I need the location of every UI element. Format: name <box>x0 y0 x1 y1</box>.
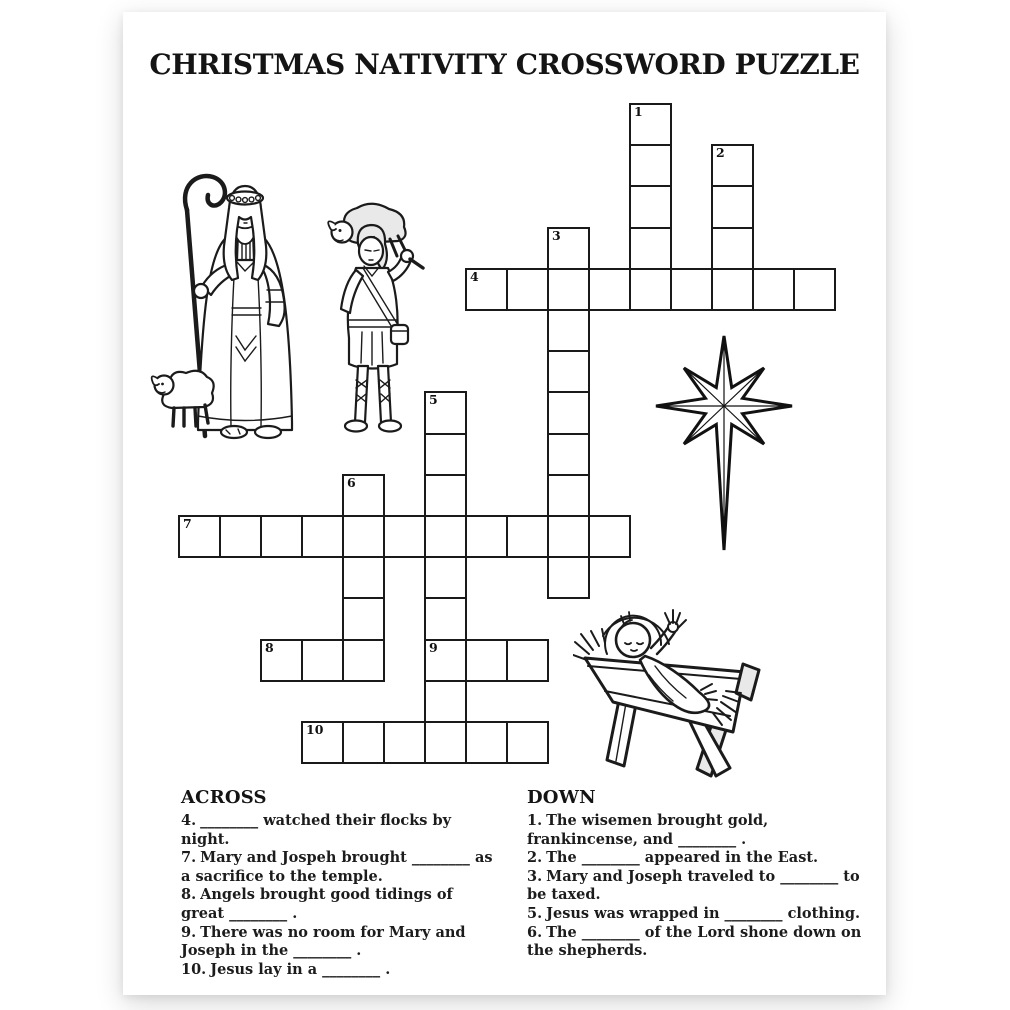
grid-cell[interactable] <box>506 515 549 558</box>
clues-down <box>527 788 863 961</box>
clue-text: ________ watched their flocks by night. <box>181 812 452 848</box>
cell-number: 3 <box>552 227 561 243</box>
grid-cell[interactable] <box>219 515 262 558</box>
cell-number: 10 <box>306 722 324 737</box>
clue-number: 3. <box>527 867 543 885</box>
grid-cell[interactable] <box>711 268 754 311</box>
grid-cell[interactable] <box>506 268 549 311</box>
grid-cell[interactable] <box>629 268 672 311</box>
grid-cell[interactable] <box>588 268 631 311</box>
grid-cell[interactable] <box>547 309 590 352</box>
grid-cell[interactable] <box>547 391 590 434</box>
grid-cell[interactable] <box>629 227 672 270</box>
clue-text: There was no room for Mary and Joseph in the ________ . <box>181 923 466 960</box>
grid-cell[interactable] <box>547 350 590 393</box>
clue-text: The wisemen brought gold, frankincense, and ________ . <box>527 812 769 848</box>
cell-number: 7 <box>183 516 192 531</box>
clue-item <box>527 905 863 924</box>
grid-cell[interactable] <box>629 185 672 228</box>
grid-cell[interactable] <box>424 680 467 723</box>
young-shepherd <box>328 204 423 432</box>
clues-across <box>181 788 499 979</box>
grid-cell[interactable] <box>506 721 549 764</box>
grid-cell[interactable] <box>793 268 836 311</box>
grid-cell[interactable] <box>424 391 467 434</box>
grid-cell[interactable] <box>670 268 713 311</box>
clue-item <box>181 849 499 886</box>
worksheet-page <box>123 12 886 995</box>
grid-cell[interactable] <box>547 474 590 517</box>
clue-number: 5. <box>527 904 543 922</box>
clue-number: 6. <box>527 923 543 941</box>
grid-cell[interactable] <box>465 515 508 558</box>
grid-cell[interactable] <box>711 185 754 228</box>
grid-cell[interactable] <box>260 515 303 558</box>
grid-cell[interactable] <box>547 227 590 270</box>
grid-cell[interactable] <box>424 597 467 640</box>
grid-cell[interactable] <box>383 721 426 764</box>
clue-item <box>527 924 863 961</box>
grid-cell[interactable] <box>465 639 508 682</box>
clue-text: Jesus was wrapped in ________ clothing. <box>546 904 861 922</box>
grid-cell[interactable] <box>342 515 385 558</box>
grid-cell[interactable] <box>301 721 344 764</box>
grid-cell[interactable] <box>342 474 385 517</box>
grid-cell[interactable] <box>424 433 467 476</box>
clue-text: Mary and Joseph traveled to ________ to be taxed. <box>527 867 860 904</box>
cell-number: 5 <box>429 392 438 408</box>
clue-number: 10. <box>181 960 207 978</box>
cell-number: 6 <box>347 474 356 490</box>
grid-cell[interactable] <box>424 639 467 682</box>
grid-cell[interactable] <box>260 639 303 682</box>
grid-cell[interactable] <box>588 515 631 558</box>
grid-cell[interactable] <box>629 144 672 187</box>
grid-cell[interactable] <box>424 556 467 599</box>
star-facet-lines <box>656 336 792 550</box>
clue-number: 2. <box>527 849 543 867</box>
clue-text: The ________ appeared in the East. <box>546 849 819 867</box>
page-title: CHRISTMAS NATIVITY CROSSWORD PUZZLE <box>149 48 860 81</box>
grid-cell[interactable] <box>301 515 344 558</box>
baby-jesus-in-manger-illustration <box>573 598 800 778</box>
star-of-bethlehem-illustration <box>653 333 795 553</box>
across-heading: ACROSS <box>181 787 267 808</box>
grid-cell[interactable] <box>711 227 754 270</box>
grid-cell[interactable] <box>547 515 590 558</box>
clue-number: 9. <box>181 923 197 941</box>
grid-cell[interactable] <box>342 639 385 682</box>
grid-cell[interactable] <box>711 144 754 187</box>
clue-item <box>181 886 499 923</box>
grid-cell[interactable] <box>342 721 385 764</box>
clue-text: The ________ of the Lord shone down on the shepherds. <box>527 923 862 960</box>
grid-cell[interactable] <box>465 721 508 764</box>
cell-number: 1 <box>634 104 643 119</box>
clue-item <box>527 849 863 868</box>
clue-item <box>181 812 499 849</box>
grid-cell[interactable] <box>424 474 467 517</box>
grid-cell[interactable] <box>178 515 221 558</box>
grid-cell[interactable] <box>547 268 590 311</box>
cell-number: 9 <box>429 639 438 655</box>
clue-text: Angels brought good tidings of great ________ . <box>181 886 453 922</box>
clue-item <box>181 961 499 980</box>
cell-number: 2 <box>716 145 725 161</box>
clue-number: 4. <box>181 812 197 829</box>
grid-cell[interactable] <box>301 639 344 682</box>
grid-cell[interactable] <box>465 268 508 311</box>
grid-cell[interactable] <box>629 103 672 146</box>
grid-cell[interactable] <box>752 268 795 311</box>
grid-cell[interactable] <box>547 556 590 599</box>
shepherds-with-lamb-illustration <box>150 168 430 446</box>
clue-item <box>181 924 499 961</box>
clue-number: 8. <box>181 886 197 904</box>
grid-cell[interactable] <box>383 515 426 558</box>
down-clue-list <box>527 812 863 961</box>
grid-cell[interactable] <box>424 721 467 764</box>
grid-cell[interactable] <box>424 515 467 558</box>
grid-cell[interactable] <box>342 597 385 640</box>
grid-cell[interactable] <box>342 556 385 599</box>
hay <box>573 629 605 660</box>
clue-number: 7. <box>181 849 197 867</box>
clue-item <box>527 812 863 849</box>
clue-text: Jesus lay in a ________ . <box>210 960 391 978</box>
clue-number: 1. <box>527 812 543 829</box>
grid-cell[interactable] <box>547 433 590 476</box>
clue-item <box>527 868 863 905</box>
clue-text: Mary and Jospeh brought ________ as a sacrifice to the temple. <box>181 849 493 885</box>
down-heading: DOWN <box>527 787 596 808</box>
across-clue-list <box>181 812 499 979</box>
cell-number: 8 <box>265 639 274 655</box>
cell-number: 4 <box>470 268 479 284</box>
grid-cell[interactable] <box>506 639 549 682</box>
